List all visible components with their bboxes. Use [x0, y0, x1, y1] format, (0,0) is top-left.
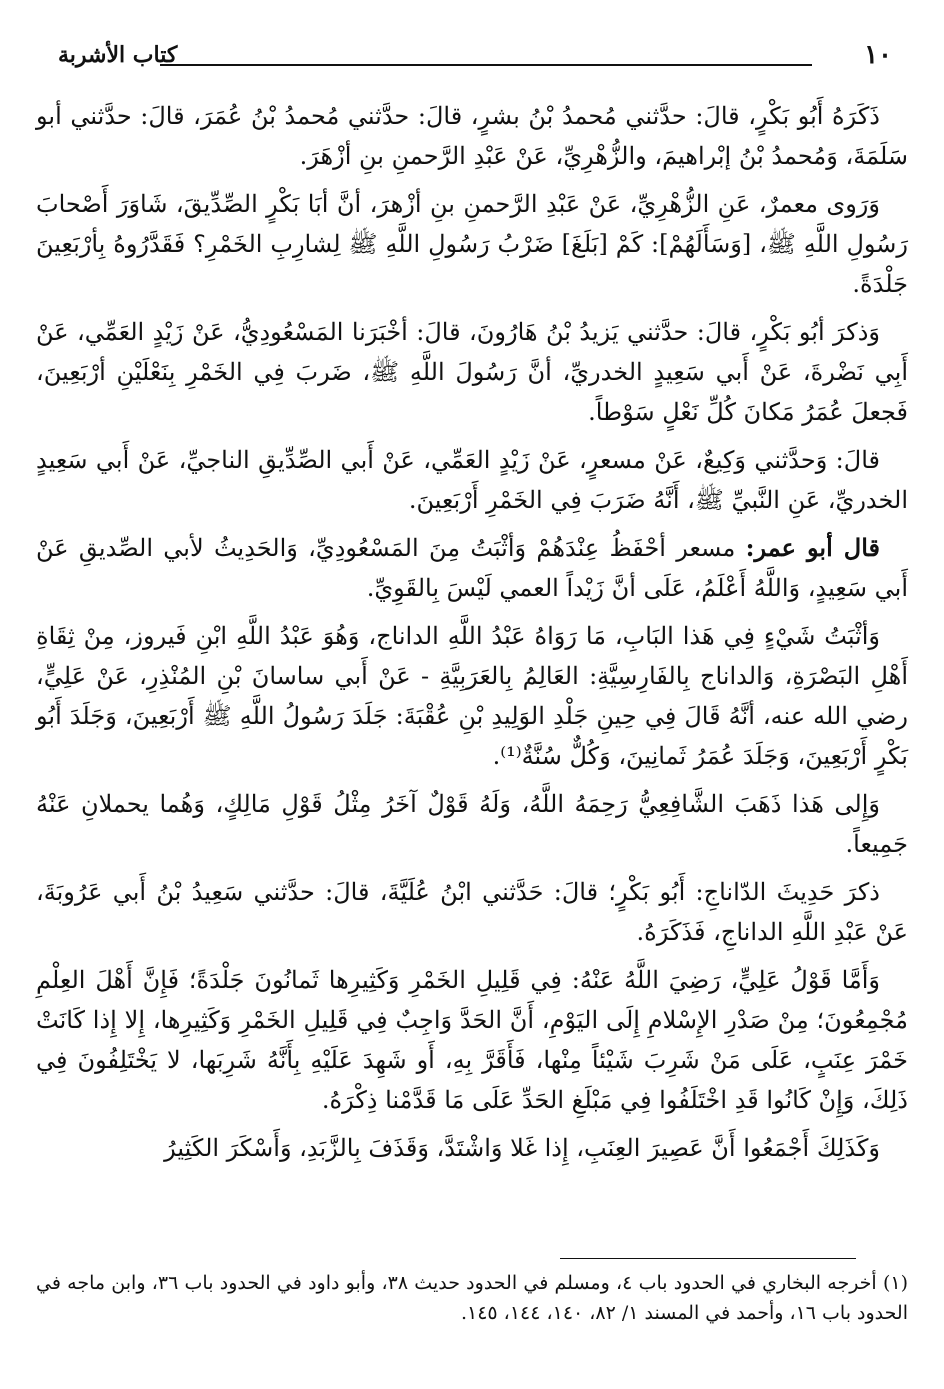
- body-text: [36, 96, 908, 1246]
- paragraph: وَرَوى معمرٌ، عَنِ الزُّهْرِيِّ، عَنْ عَبْدِ الرَّحمنِ بنِ أزْهرَ، أنَّ أبَا بَكْرٍ الصِّدِّيقَ، شَاوَرَ أَصْحابَ رَسُولِ اللَّهِ ﷺ، [وَسَأَلَهُمْ]: كَمْ [بَلَغَ] ضَرْبُ رَسُولِ اللَّهِ ﷺ لِشارِبِ الخَمْرِ؟ فَقَدَّرُوهُ بِأرْبَعِينَ جَلْدَةً.: [36, 190, 908, 298]
- running-title: كتاب الأشربة: [58, 42, 178, 68]
- footnote-rule: [560, 1258, 856, 1259]
- paragraph: وَأثْبَتُ شَيْءٍ فِي هَذا البَابِ، مَا رَوَاهُ عَبْدُ اللَّهِ الداناج، وَهُوَ عَبْدُ اللَّهِ ابْنِ فَيروز، مِنْ ثِقَاةِ أَهْلِ البَصْرَةِ، وَالداناج بِالفَارِسِيَّةِ: العَالِمُ بِالعَرَبِيَّةِ - عَنْ أَبي ساسانَ بْنِ المُنْذِرِ، عَنْ عَلِيٍّ، رضي الله عنه، أنَّهُ قَالَ فِي حِينِ جَلْدِ الوَلِيدِ بْنِ عُقْبَةَ: جَلَدَ رَسُولُ اللَّهِ ﷺ أَرْبَعِينَ، وَجَلَدَ أَبُو بَكْرٍ أَرْبَعِينَ، وَجَلَدَ عُمَرُ ثَمانِينَ، وَكُلٌّ سُنَّةٌ⁽¹⁾.: [36, 622, 908, 770]
- paragraph: قال أبو عمر: مسعر أحْفَظُ عِنْدَهُمْ وَأثْبَتُ مِنَ المَسْعُودِيِّ، وَالحَدِيثُ لأبي الصِّديقِ عَنْ أَبي سَعِيدٍ، وَاللَّهُ أَعْلَمُ، عَلَى أنَّ زَيْداً العمي لَيْسَ بِالقَوِيِّ.: [36, 533, 908, 602]
- paragraph: وَذكرَ أبُو بَكْرٍ، قالَ: حدَّثني يَزيدُ بْنُ هَارُونَ، قالَ: أخْبَرَنا المَسْعُودِيُّ، عَنْ زَيْدٍ العَمِّي، عَنْ أَبِي نَضْرةَ، عَنْ أَبي سَعِيدٍ الخدريِّ، أنَّ رَسُولَ اللَّهِ ﷺ، ضَربَ فِي الخَمْرِ بِنَعْلَيْنِ أرْبَعِينَ، فَجعلَ عُمَرُ مَكانَ كُلِّ نَعْلٍ سَوْطاً.: [36, 318, 908, 426]
- page-header: [40, 40, 904, 76]
- paragraph: وَإِلى هَذا ذَهَبَ الشَّافِعِيُّ رَحِمَهُ اللَّهُ، وَلَهُ قَوْلٌ آخَرُ مِثْلُ قَوْلِ مَالِكٍ، وَهُما يحملانِ عَنْهُ جَمِيعاً.: [36, 790, 908, 858]
- paragraph: قالَ: وَحدَّثني وَكِيعٌ، عَنْ مسعرٍ، عَنْ زَيْدٍ العَمِّي، عَنْ أَبي الصِّدِّيقِ الناجيِّ، عَنْ أَبي سَعِيدٍ الخدريِّ، عَنِ النَّبيِّ ﷺ، أَنَّهُ ضَرَبَ فِي الخَمْرِ أَرْبَعِينَ.: [36, 446, 908, 514]
- paragraph: ذَكَرَهُ أَبُو بَكْرٍ، قالَ: حدَّثني مُحمدُ بْنُ بشرٍ، قالَ: حدَّثني مُحمدُ بْنُ عُمَرَ، قالَ: حدَّثني أبو سَلَمَةَ، وَمُحمدُ بْنُ إبْراهيمَ، والزُّهْرِيِّ، عَنْ عَبْدِ الرَّحمنِ بنِ أزْهَرَ.: [36, 102, 908, 170]
- paragraph-lead: قال أبو عمر:: [745, 533, 880, 562]
- page-number: ١٠: [864, 40, 892, 70]
- paragraph: وَأَمَّا قَوْلُ عَلِيٍّ، رَضِيَ اللَّهُ عَنْهُ: فِي قَلِيلِ الخَمْرِ وَكَثِيرِها ثَمانُونَ جَلْدَةً؛ فَإِنَّ أَهْلَ العِلْمِ مُجْمِعُونَ؛ مِنْ صَدْرِ الإِسْلامِ إِلَى اليَوْمِ، أَنَّ الحَدَّ وَاجِبٌ فِي قَلِيلِ الخَمْرِ وَكَثِيرِها، إِلا إِذا كَانَتْ خَمْرَ عِنَبٍ، عَلَى مَنْ شَرِبَ شَيْئاً مِنْها، فَأَقَرَّ بِهِ، أَو شَهِدَ عَلَيْهِ بِأَنَّهُ شَرِبَها، لا يَخْتَلِفُونَ فِي ذَلِكَ، وَإِنْ كَانُوا قَدِ اخْتَلَفُوا فِي مَبْلَغِ الحَدِّ عَلَى مَا قَدَّمْنا ذِكْرَهُ.: [36, 966, 908, 1114]
- footnote: (١) أخرجه البخاري في الحدود باب ٤، ومسلم في الحدود حديث ٣٨، وأبو داود في الحدود باب ٣٦، وابن ماجه في الحدود باب ١٦، وأحمد في المسند ١/ ٨٢، ١٤٠، ١٤٤، ١٤٥.: [36, 1272, 909, 1324]
- paragraph: وَكَذَلِكَ أَجْمَعُوا أَنَّ عَصِيرَ العِنَبِ، إِذا غَلا وَاشْتَدَّ، وَقَذَفَ بِالزَّبَدِ، وَأَسْكَرَ الكَثِيرُ: [164, 1134, 880, 1162]
- paragraph: ذكرَ حَدِيثَ الدّاناجِ: أَبُو بَكْرٍ؛ قالَ: حَدَّثني ابْنُ عُلَيَّةَ، قالَ: حدَّثني سَعِيدُ بْنُ أَبي عَرُوبَةَ، عَنْ عَبْدِ اللَّهِ الداناجِ، فَذَكَرَهُ.: [36, 878, 908, 946]
- header-rule: [160, 64, 812, 66]
- footnotes: [36, 1268, 908, 1328]
